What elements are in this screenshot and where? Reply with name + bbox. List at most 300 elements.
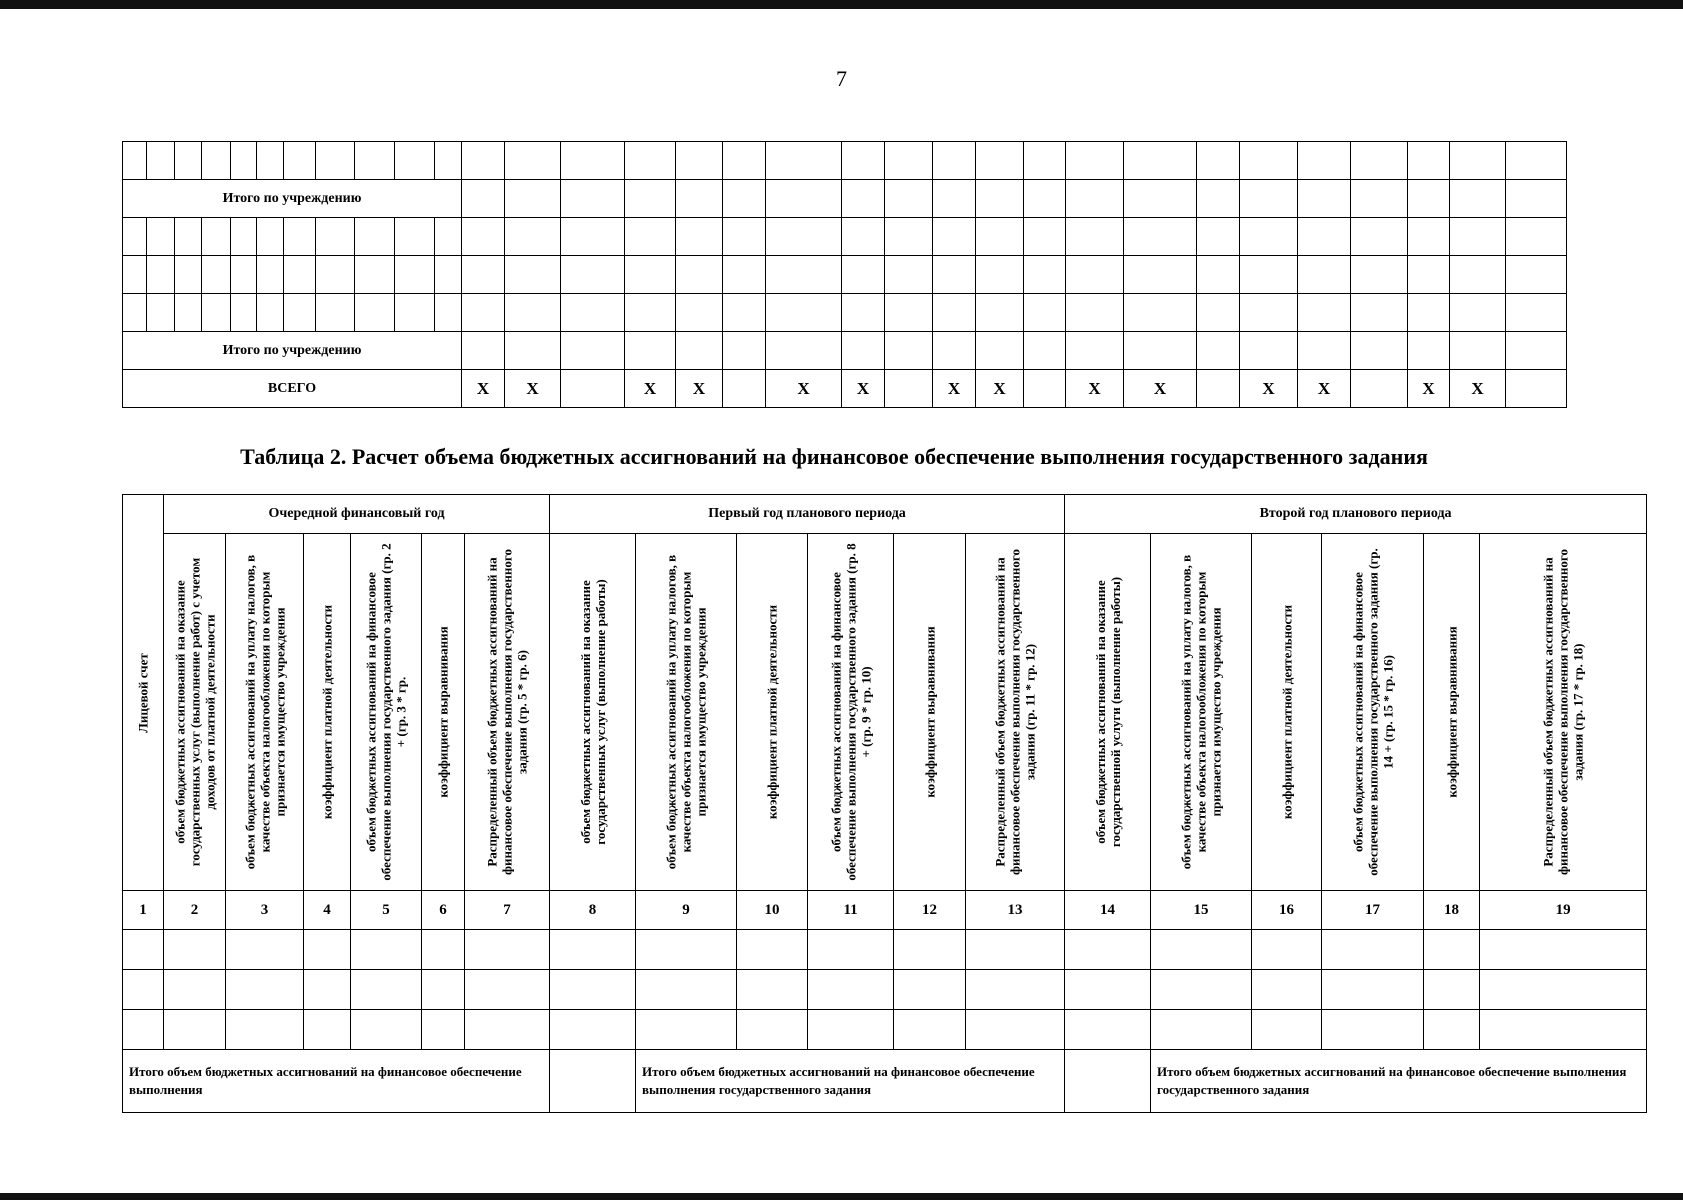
total-current-year-value (550, 1050, 636, 1113)
table-cell (550, 930, 636, 970)
table-cell (1240, 180, 1298, 218)
table-row (123, 218, 1567, 256)
col-number: 6 (422, 891, 465, 930)
table-cell (1066, 294, 1124, 332)
table-cell (1066, 256, 1124, 294)
col-header-text: объем бюджетных ассигнований на оказание государственной услуги (выполнение работы) (1092, 576, 1123, 848)
table-cell (561, 370, 625, 408)
table-cell (1408, 332, 1450, 370)
x-mark: X (676, 370, 723, 408)
table-cell (1151, 970, 1252, 1010)
col-number: 14 (1065, 891, 1151, 930)
table-cell (561, 142, 625, 180)
table-cell (1024, 256, 1066, 294)
table-cell (842, 294, 885, 332)
col-header-text: коэффициент выравнивания (922, 626, 938, 798)
table-cell (355, 256, 395, 294)
col-number: 5 (351, 891, 422, 930)
table-cell (1197, 332, 1240, 370)
col-header-2 (164, 534, 226, 891)
table-cell (1240, 294, 1298, 332)
total-first-plan-year-label: Итого объем бюджетных ассигнований на финансовое обеспечение выполнения государственного задания (636, 1050, 1065, 1113)
table-cell (422, 1010, 465, 1050)
table-row (123, 142, 1567, 180)
table-cell (1024, 294, 1066, 332)
table-cell (842, 256, 885, 294)
table-cell (625, 256, 676, 294)
group-header-current-year: Очередной финансовый год (164, 495, 550, 534)
table-cell (1298, 294, 1351, 332)
table-cell (1298, 332, 1351, 370)
table-cell (976, 180, 1024, 218)
col-header-10 (737, 534, 808, 891)
table-cell (966, 1010, 1065, 1050)
table-cell (164, 970, 226, 1010)
table-cell (1351, 370, 1408, 408)
x-mark: X (1066, 370, 1124, 408)
table-cell (1298, 142, 1351, 180)
col-number: 1 (123, 891, 164, 930)
table-cell (808, 1010, 894, 1050)
table-cell (226, 1010, 304, 1050)
table-cell (676, 142, 723, 180)
table-cell (933, 294, 976, 332)
table-cell (894, 1010, 966, 1050)
table-cell (561, 332, 625, 370)
table-cell (316, 218, 355, 256)
table-cell (676, 218, 723, 256)
table-cell (737, 930, 808, 970)
table-cell (1506, 142, 1567, 180)
table-cell (202, 256, 231, 294)
table-cell (257, 218, 284, 256)
table-cell (257, 294, 284, 332)
table-cell (462, 256, 505, 294)
table-cell (355, 294, 395, 332)
table-cell (766, 332, 842, 370)
table-cell (1322, 1010, 1424, 1050)
table-cell (435, 256, 462, 294)
table-cell (933, 332, 976, 370)
scan-bottom-edge (0, 1193, 1683, 1200)
table-cell (1240, 218, 1298, 256)
table-cell (842, 142, 885, 180)
table-cell (1065, 970, 1151, 1010)
table-cell (1024, 332, 1066, 370)
group-header-second-plan-year: Второй год планового периода (1065, 495, 1647, 534)
table-cell (231, 256, 257, 294)
table-cell (737, 1010, 808, 1050)
table-cell (561, 218, 625, 256)
table-cell (1124, 256, 1197, 294)
total-second-plan-year-label: Итого объем бюджетных ассигнований на финансовое обеспечение выполнения государственного задания (1151, 1050, 1647, 1113)
col-number: 9 (636, 891, 737, 930)
table-cell (164, 930, 226, 970)
total-current-year-label: Итого объем бюджетных ассигнований на финансовое обеспечение выполнения (123, 1050, 550, 1113)
table-cell (1506, 294, 1567, 332)
col-number: 3 (226, 891, 304, 930)
x-mark: X (976, 370, 1024, 408)
budget-allocation-table (122, 494, 1647, 1113)
table-cell (723, 218, 766, 256)
x-mark: X (1450, 370, 1506, 408)
col-header-text: объем бюджетных ассигнований на уплату налогов, в качестве объекта налогообложения по которым признается имущество учреждения (1178, 554, 1224, 870)
table-cell (1351, 180, 1408, 218)
table-cell (505, 332, 561, 370)
table-cell (966, 930, 1065, 970)
table-cell (1322, 970, 1424, 1010)
table-cell (1252, 930, 1322, 970)
total-first-plan-year-value (1065, 1050, 1151, 1113)
table-cell (636, 930, 737, 970)
table-cell (1408, 218, 1450, 256)
table-cell (231, 142, 257, 180)
table-cell (966, 970, 1065, 1010)
col-number: 10 (737, 891, 808, 930)
table-cell (284, 142, 316, 180)
table-cell (1124, 332, 1197, 370)
table-cell (723, 142, 766, 180)
table-cell (1024, 142, 1066, 180)
table-cell (422, 970, 465, 1010)
table-cell (1065, 930, 1151, 970)
x-mark: X (1124, 370, 1197, 408)
col-header-9 (636, 534, 737, 891)
table-cell (766, 256, 842, 294)
table-cell (147, 142, 175, 180)
table-cell (766, 142, 842, 180)
table-cell (808, 970, 894, 1010)
subtotal-label: Итого по учреждению (123, 332, 462, 370)
table-cell (1424, 970, 1480, 1010)
table-cell (1240, 256, 1298, 294)
subtotal-row (123, 180, 1567, 218)
table-cell (1151, 1010, 1252, 1050)
table-cell (316, 256, 355, 294)
table-cell (1408, 142, 1450, 180)
table-cell (1408, 256, 1450, 294)
col-header-text: объем бюджетных ассигнований на финансовое обеспечение выполнения государственного задания (гр. 14 + (гр. 15 * гр. 16) (1350, 548, 1396, 876)
table-cell (885, 256, 933, 294)
table-cell (976, 142, 1024, 180)
col-header-11 (808, 534, 894, 891)
table-cell (625, 142, 676, 180)
x-mark: X (1408, 370, 1450, 408)
table-cell (1252, 970, 1322, 1010)
page-number: 7 (836, 66, 847, 91)
subtotal-row (123, 332, 1567, 370)
table-cell (422, 930, 465, 970)
table-cell (304, 970, 351, 1010)
table-cell (231, 218, 257, 256)
table-cell (1480, 970, 1647, 1010)
table-cell (1240, 142, 1298, 180)
table-cell (395, 218, 435, 256)
table-cell (1424, 930, 1480, 970)
table-cell (465, 930, 550, 970)
table-cell (175, 294, 202, 332)
table-cell (1506, 218, 1567, 256)
col-header-text: объем бюджетных ассигнований на оказание государственных услуг (выполнение работ) с учетом доходов от платной деятельности (172, 557, 217, 867)
table-cell (395, 256, 435, 294)
table-cell (885, 294, 933, 332)
col-header-text: объем бюджетных ассигнований на оказание государственных услуг (выполнение работы) (577, 579, 608, 845)
table-cell (1298, 256, 1351, 294)
table-cell (1506, 370, 1567, 408)
table-cell (147, 294, 175, 332)
col-number: 19 (1480, 891, 1647, 930)
table-cell (894, 930, 966, 970)
table-cell (1197, 218, 1240, 256)
table-cell (1450, 332, 1506, 370)
table-cell (1450, 218, 1506, 256)
table-cell (284, 256, 316, 294)
continuation-table (122, 141, 1567, 408)
subtotal-label: Итого по учреждению (123, 180, 462, 218)
col-header-text: объем бюджетных ассигнований на уплату налогов, в качестве объекта налогообложения по которым признается имущество учреждения (663, 554, 709, 870)
table-cell (1424, 1010, 1480, 1050)
table-cell (1124, 294, 1197, 332)
col-header-8 (550, 534, 636, 891)
col-header-13 (966, 534, 1065, 891)
col-number: 2 (164, 891, 226, 930)
col-header-text: коэффициент платной деятельности (1279, 604, 1295, 820)
table-cell (226, 970, 304, 1010)
col-number: 11 (808, 891, 894, 930)
col-header-14 (1065, 534, 1151, 891)
table-cell (933, 142, 976, 180)
table-cell (435, 142, 462, 180)
table-cell (625, 180, 676, 218)
table-cell (1124, 218, 1197, 256)
grand-total-label: ВСЕГО (123, 370, 462, 408)
table-cell (723, 294, 766, 332)
col-header-text: коэффициент платной деятельности (764, 604, 780, 820)
table-cell (766, 218, 842, 256)
table-cell (505, 256, 561, 294)
table-cell (808, 930, 894, 970)
x-mark: X (1240, 370, 1298, 408)
table-cell (885, 332, 933, 370)
x-mark: X (766, 370, 842, 408)
table-cell (202, 218, 231, 256)
table-cell (1506, 256, 1567, 294)
table-cell (257, 142, 284, 180)
col-number: 8 (550, 891, 636, 930)
table-cell (1351, 256, 1408, 294)
table-cell (316, 294, 355, 332)
table-cell (1408, 294, 1450, 332)
table-cell (147, 218, 175, 256)
table-cell (676, 294, 723, 332)
col-header-3 (226, 534, 304, 891)
table-cell (1066, 218, 1124, 256)
table-cell (723, 180, 766, 218)
table-cell (1298, 218, 1351, 256)
col-number: 17 (1322, 891, 1424, 930)
table-cell (435, 218, 462, 256)
table-cell (561, 294, 625, 332)
table-cell (1252, 1010, 1322, 1050)
col-header-5 (351, 534, 422, 891)
table-cell (123, 256, 147, 294)
table-cell (1024, 180, 1066, 218)
table-cell (304, 930, 351, 970)
col-header-text: объем бюджетных ассигнований на финансовое обеспечение выполнения государственного задания (гр. 2 + (гр. 3 * гр. (363, 543, 409, 881)
table-cell (1197, 294, 1240, 332)
col-header-text: Распределенный объем бюджетных ассигнований на финансовое обеспечение выполнения государственного задания (гр. 11 * гр. 12) (992, 549, 1038, 875)
table-cell (625, 332, 676, 370)
table-cell (976, 218, 1024, 256)
table-cell (723, 332, 766, 370)
table-cell (1480, 930, 1647, 970)
table-cell (723, 370, 766, 408)
table-cell (147, 256, 175, 294)
table-cell (723, 256, 766, 294)
table-cell (976, 332, 1024, 370)
table-row (123, 930, 1647, 970)
table-cell (284, 294, 316, 332)
table-cell (351, 930, 422, 970)
table-cell (1024, 218, 1066, 256)
col-header-4 (304, 534, 351, 891)
table-cell (842, 332, 885, 370)
table-cell (550, 970, 636, 1010)
table-cell (933, 218, 976, 256)
col-header-text: объем бюджетных ассигнований на уплату налогов, в качестве объекта налогообложения по которым признается имущество учреждения (242, 554, 287, 870)
table-cell (462, 142, 505, 180)
table-cell (885, 180, 933, 218)
table-row (123, 294, 1567, 332)
col-header-text: коэффициент выравнивания (435, 626, 451, 798)
grand-total-row (123, 370, 1567, 408)
table-cell (766, 294, 842, 332)
table-cell (465, 1010, 550, 1050)
table-cell (175, 218, 202, 256)
table-cell (1066, 332, 1124, 370)
col-number: 4 (304, 891, 351, 930)
table-cell (175, 256, 202, 294)
table-cell (885, 370, 933, 408)
col-header-19 (1480, 534, 1647, 891)
table-cell (226, 930, 304, 970)
col-header-text: коэффициент платной деятельности (319, 604, 335, 820)
table-cell (175, 142, 202, 180)
table-cell (636, 970, 737, 1010)
table-cell (625, 218, 676, 256)
table-cell (1124, 142, 1197, 180)
table-cell (1351, 332, 1408, 370)
table-cell (351, 970, 422, 1010)
table-cell (1408, 180, 1450, 218)
table-cell (1024, 370, 1066, 408)
table-cell (1298, 180, 1351, 218)
table-cell (164, 1010, 226, 1050)
table-cell (1351, 142, 1408, 180)
col-header-16 (1252, 534, 1322, 891)
table-row (123, 1010, 1647, 1050)
table-cell (462, 218, 505, 256)
table-cell (550, 1010, 636, 1050)
table-cell (351, 1010, 422, 1050)
table-cell (885, 142, 933, 180)
col-header-text: Распределенный объем бюджетных ассигнований на финансовое обеспечение выполнения государственного задания (гр. 17 * гр. 18) (1540, 549, 1586, 875)
table-cell (842, 218, 885, 256)
col-number: 18 (1424, 891, 1480, 930)
table-cell (316, 142, 355, 180)
table-cell (933, 180, 976, 218)
table-cell (395, 142, 435, 180)
table-cell (1065, 1010, 1151, 1050)
table-cell (1322, 930, 1424, 970)
table-row (123, 970, 1647, 1010)
table-cell (231, 294, 257, 332)
col-number: 12 (894, 891, 966, 930)
table-cell (1240, 332, 1298, 370)
table-cell (1351, 218, 1408, 256)
table2-caption: Таблица 2. Расчет объема бюджетных ассигнований на финансовое обеспечение выполнения государственного задания (240, 444, 1428, 469)
col-number: 16 (1252, 891, 1322, 930)
table-cell (505, 218, 561, 256)
table-cell (842, 180, 885, 218)
table-cell (676, 180, 723, 218)
table-cell (1351, 294, 1408, 332)
group-header-first-plan-year: Первый год планового периода (550, 495, 1065, 534)
table-cell (435, 294, 462, 332)
col-header-text: коэффициент выравнивания (1444, 626, 1460, 798)
col-header-account: Лицевой счет (123, 495, 164, 891)
table-cell (505, 180, 561, 218)
x-mark: X (933, 370, 976, 408)
table-cell (257, 256, 284, 294)
table-cell (1450, 294, 1506, 332)
table-cell (123, 294, 147, 332)
col-header-12 (894, 534, 966, 891)
x-mark: X (1298, 370, 1351, 408)
table-cell (894, 970, 966, 1010)
table-cell (625, 294, 676, 332)
col-header-15 (1151, 534, 1252, 891)
table-cell (123, 142, 147, 180)
table-cell (1151, 930, 1252, 970)
table-cell (1124, 180, 1197, 218)
table-cell (636, 1010, 737, 1050)
col-number: 13 (966, 891, 1065, 930)
scan-top-edge (0, 0, 1683, 9)
table-cell (505, 142, 561, 180)
table-cell (976, 256, 1024, 294)
table-cell (304, 1010, 351, 1050)
table-cell (676, 256, 723, 294)
col-header-6 (422, 534, 465, 891)
x-mark: X (842, 370, 885, 408)
table-cell (462, 294, 505, 332)
table-cell (1066, 180, 1124, 218)
col-header-text: объем бюджетных ассигнований на финансовое обеспечение выполнения государственного задания (гр. 8 + (гр. 9 * гр. 10) (828, 543, 874, 881)
table-cell (976, 294, 1024, 332)
x-mark: X (505, 370, 561, 408)
table-cell (1506, 180, 1567, 218)
table-cell (465, 970, 550, 1010)
table-cell (766, 180, 842, 218)
table-cell (933, 256, 976, 294)
table-cell (676, 332, 723, 370)
table-cell (462, 180, 505, 218)
table-cell (1197, 180, 1240, 218)
col-header-text: Распределенный объем бюджетных ассигнований на финансовое обеспечение выполнения государственного задания (гр. 5 * гр. 6) (484, 549, 530, 875)
table-row (123, 256, 1567, 294)
table-cell (1506, 332, 1567, 370)
